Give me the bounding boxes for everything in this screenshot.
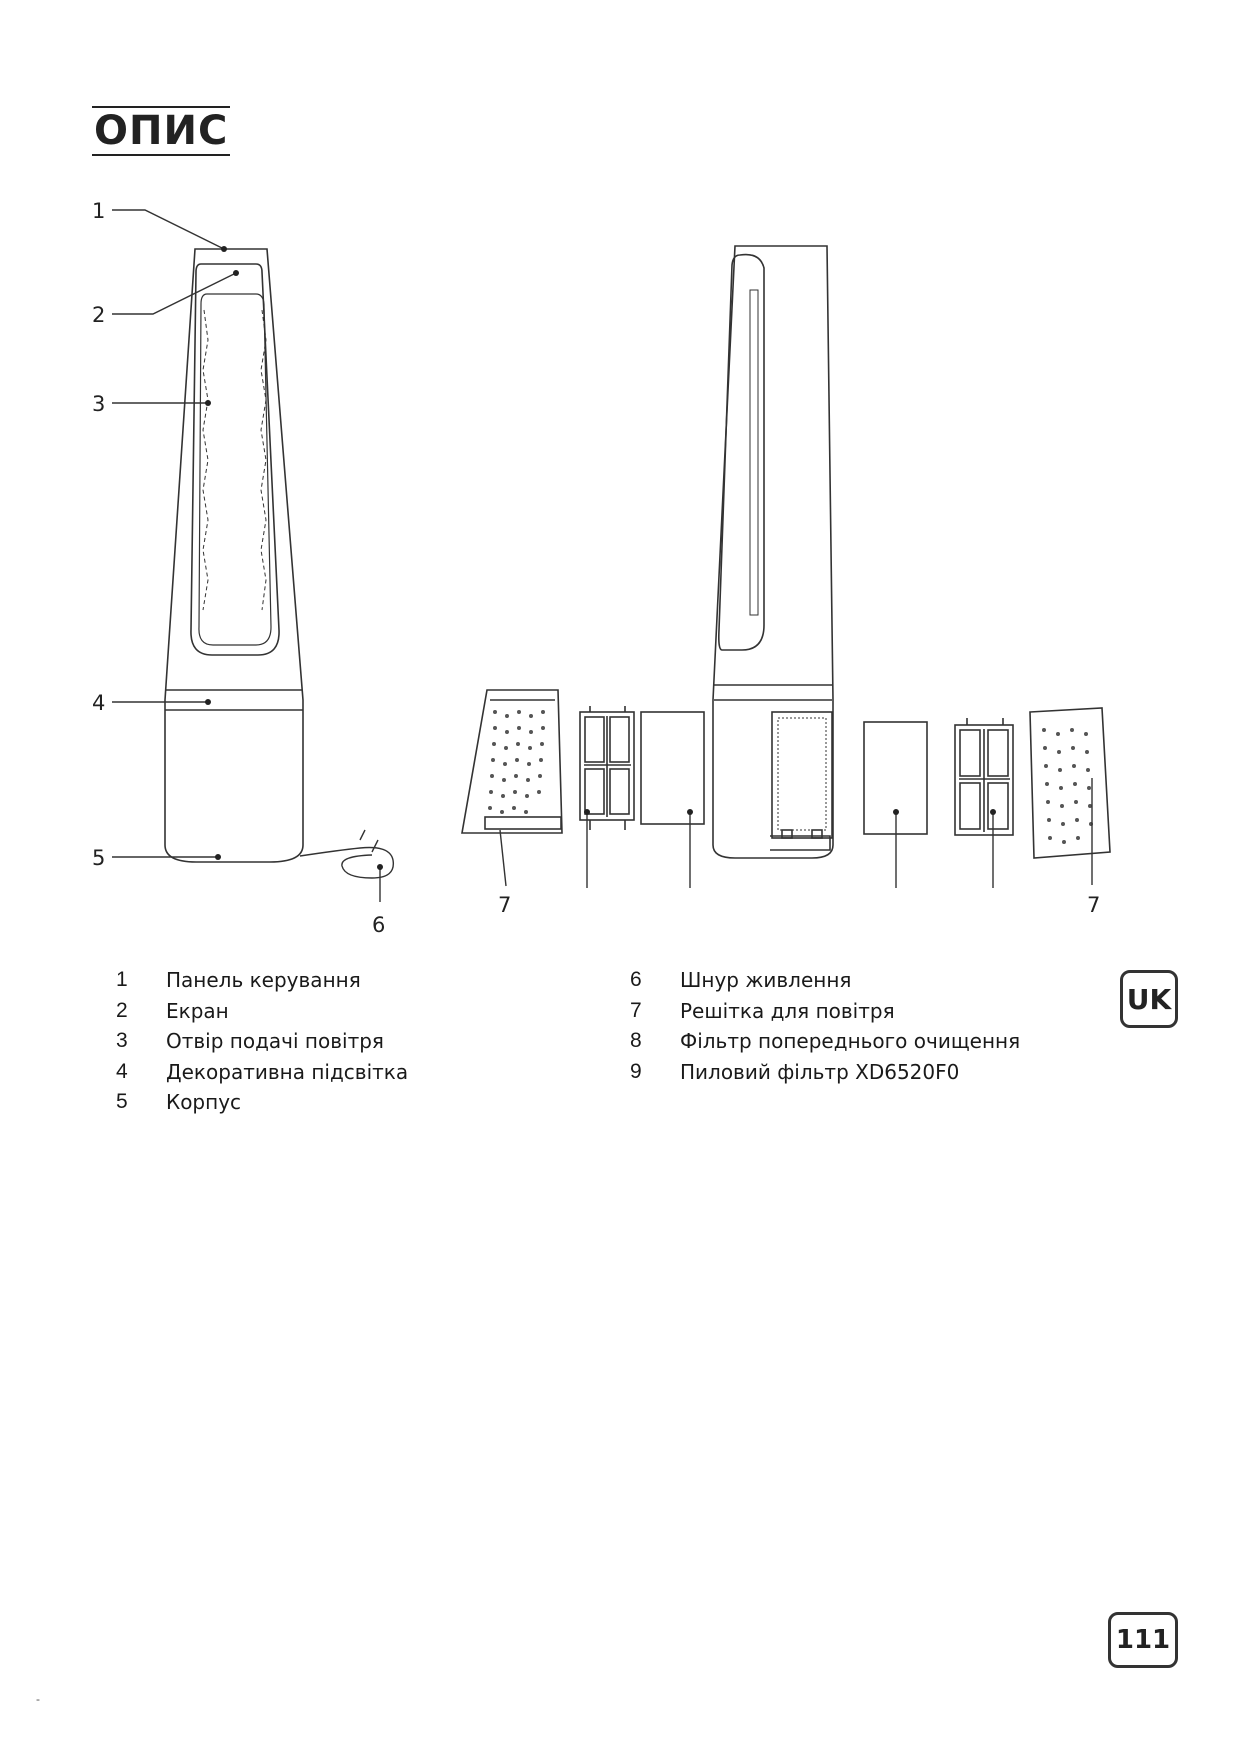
legend-left xyxy=(116,965,408,1118)
legend-right xyxy=(630,965,1020,1087)
tower-rear-illustration xyxy=(713,246,833,858)
language-badge: UK xyxy=(1120,970,1178,1028)
page-title: ОПИС xyxy=(94,108,229,154)
filter-frame-right-illustration xyxy=(955,718,1013,835)
callout-6: 6 xyxy=(372,913,386,937)
callout-4: 4 xyxy=(92,691,106,715)
legend-item: 5 Корпус xyxy=(116,1090,242,1115)
pre-filter-left-illustration xyxy=(641,712,704,824)
legend-item: 8 Фільтр попереднього очищення xyxy=(630,1029,1021,1054)
callout-5: 5 xyxy=(92,846,106,870)
leader-lines xyxy=(112,210,1092,902)
page-number: 111 xyxy=(1108,1612,1178,1668)
legend-item: 3 Отвір подачі повітря xyxy=(116,1029,384,1054)
tower-front-illustration xyxy=(165,249,393,878)
legend-item: 6 Шнур живлення xyxy=(630,968,852,993)
legend-item: 9 Пиловий фільтр XD6520F0 xyxy=(630,1059,960,1084)
legend-item: 7 Решітка для повітря xyxy=(630,998,895,1023)
air-grille-right-illustration xyxy=(1030,708,1110,858)
legend-item: 4 Декоративна підсвітка xyxy=(116,1059,409,1084)
legend-item: 2 Екран xyxy=(116,998,229,1023)
callout-7-right: 7 xyxy=(1087,893,1101,917)
callout-7-left: 7 xyxy=(498,893,512,917)
air-grille-right-holes xyxy=(1042,728,1093,844)
corner-mark: - xyxy=(36,1692,40,1706)
callout-3: 3 xyxy=(92,392,106,416)
callout-1: 1 xyxy=(92,199,106,223)
callout-2: 2 xyxy=(92,303,106,327)
legend-item: 1 Панель керування xyxy=(116,968,361,993)
air-grille-left-holes xyxy=(488,710,545,814)
air-grille-left-illustration xyxy=(462,690,562,833)
